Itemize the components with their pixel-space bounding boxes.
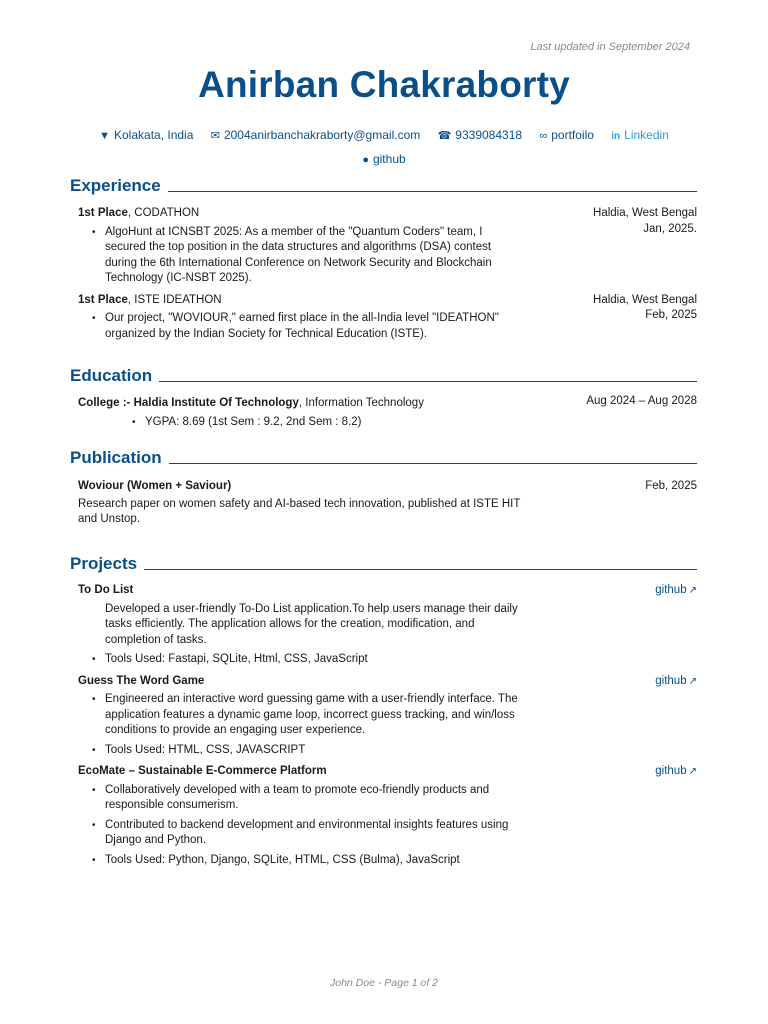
link-icon: ∞ bbox=[539, 130, 548, 142]
bullet-list bbox=[78, 311, 524, 342]
contact-github[interactable] bbox=[362, 148, 405, 172]
location-text: Kolakata, India bbox=[114, 128, 194, 142]
entry-meta bbox=[593, 293, 697, 324]
external-link-icon: ↗ bbox=[688, 585, 697, 596]
entry-field: , Information Technology bbox=[298, 397, 424, 409]
contact-linkedin[interactable] bbox=[611, 124, 669, 148]
section-header bbox=[70, 446, 697, 468]
entry-location: Haldia, West Bengal bbox=[593, 207, 697, 219]
list-item: • Contributed to backend development and environmental insights features using Django and Python. bbox=[78, 818, 524, 849]
project-entry bbox=[78, 674, 697, 759]
list-item: • Tools Used: Fastapi, SQLite, Html, CSS, JavaScript bbox=[78, 652, 524, 668]
section-header bbox=[70, 364, 697, 386]
section-rule bbox=[144, 569, 697, 570]
project-link[interactable] bbox=[655, 764, 697, 780]
entry-location: Haldia, West Bengal bbox=[593, 293, 697, 306]
experience-entry bbox=[78, 206, 697, 287]
linkedin-icon: in bbox=[611, 131, 621, 142]
entry-description: Research paper on women safety and AI-based tech innovation, published at ISTE HIT and Unstop. bbox=[78, 497, 521, 525]
project-entry bbox=[78, 764, 697, 868]
external-link-icon: ↗ bbox=[688, 766, 697, 777]
entry-date: Feb, 2025 bbox=[645, 309, 697, 321]
github-link[interactable]: github bbox=[372, 152, 406, 166]
email-link[interactable]: 2004anirbanchakraborty@gmail.com bbox=[223, 128, 421, 142]
experience-entry bbox=[78, 293, 697, 343]
publication-section bbox=[70, 446, 697, 528]
bullet-list bbox=[78, 602, 524, 668]
project-name: To Do List bbox=[78, 584, 134, 596]
entry-date: Feb, 2025 bbox=[645, 480, 697, 492]
portfolio-link[interactable]: portfoilo bbox=[551, 128, 594, 142]
entry-meta bbox=[593, 206, 697, 237]
github-link[interactable]: github bbox=[655, 584, 687, 596]
map-pin-icon: ▼ bbox=[99, 130, 110, 142]
projects-section bbox=[70, 552, 697, 872]
education-section bbox=[70, 364, 697, 434]
github-icon: ● bbox=[362, 154, 369, 166]
external-link-icon: ↗ bbox=[688, 675, 697, 687]
list-item: • Engineered an interactive word guessing game with a user-friendly interface. The application features a dynamic game loop, incorrect guess tracking, and win/loss conditions to provide an engaging user experience. bbox=[78, 692, 524, 739]
entry-org: , ISTE IDEATHON bbox=[127, 293, 222, 306]
bullet-list bbox=[118, 415, 524, 431]
list-item: • AlgoHunt at ICNSBT 2025: As a member of the "Quantum Coders" team, I secured the top position in the data structures and algorithms (DSA) contest during the 6th International Conference on Network Security and Blockchain Technology (IC-NSBT 2025). bbox=[78, 225, 524, 287]
entry-role: 1st Place bbox=[78, 207, 128, 219]
list-item: • Tools Used: HTML, CSS, JAVASCRIPT bbox=[78, 743, 524, 759]
bullet-list bbox=[78, 225, 524, 287]
bullet-list bbox=[78, 783, 524, 869]
project-entry bbox=[78, 583, 697, 668]
section-rule bbox=[168, 191, 697, 192]
last-updated: Last updated in September 2024 bbox=[530, 41, 690, 53]
list-item: • Tools Used: Python, Django, SQLite, HTML, CSS (Bulma), JavaScript bbox=[78, 853, 524, 869]
contact-location bbox=[99, 124, 193, 148]
page-footer: John Doe - Page 1 of 2 bbox=[330, 977, 438, 989]
section-title: Publication bbox=[70, 448, 162, 467]
section-rule bbox=[169, 463, 697, 464]
entry-title bbox=[78, 674, 697, 690]
section-header bbox=[70, 552, 697, 574]
project-name: EcoMate – Sustainable E-Commerce Platform bbox=[78, 765, 327, 777]
phone-link[interactable]: 9339084318 bbox=[455, 128, 523, 142]
candidate-name: Anirban Chakraborty bbox=[198, 64, 570, 105]
section-title: Projects bbox=[70, 554, 138, 573]
entry-name: Woviour (Women + Saviour) bbox=[78, 480, 232, 492]
list-item: Developed a user-friendly To-Do List application.To help users manage their daily tasks efficiently. The application allows for the creation, modification, and completion of tasks. bbox=[105, 602, 518, 646]
project-link[interactable] bbox=[655, 674, 697, 690]
entry-date: Aug 2024 – Aug 2028 bbox=[586, 395, 697, 407]
publication-entry bbox=[78, 479, 697, 528]
linkedin-link[interactable]: Linkedin bbox=[624, 128, 669, 142]
contact-bar bbox=[0, 124, 768, 172]
entry-title bbox=[78, 583, 697, 599]
education-entry bbox=[78, 396, 697, 430]
github-link[interactable]: github bbox=[655, 765, 687, 777]
project-link[interactable] bbox=[655, 583, 697, 599]
project-name: Guess The Word Game bbox=[78, 674, 205, 687]
section-title: Education bbox=[70, 366, 153, 385]
list-item: • Our project, "WOVIOUR," earned first place in the all-India level "IDEATHON" organized by the Indian Society for Technical Education (ISTE). bbox=[78, 311, 524, 342]
list-item: • YGPA: 8.69 (1st Sem : 9.2, 2nd Sem : 8.2) bbox=[118, 415, 524, 431]
experience-section bbox=[70, 174, 697, 346]
envelope-icon: ✉ bbox=[210, 130, 220, 142]
entry-title bbox=[78, 479, 697, 495]
section-rule bbox=[159, 381, 697, 382]
entry-meta bbox=[645, 479, 697, 495]
entry-date: Jan, 2025. bbox=[643, 222, 697, 235]
contact-portfolio[interactable] bbox=[539, 124, 594, 148]
entry-school: College :- Haldia Institute Of Technology bbox=[78, 397, 299, 409]
contact-phone[interactable] bbox=[438, 124, 522, 148]
github-link[interactable]: github bbox=[655, 674, 687, 687]
phone-icon: ☎ bbox=[437, 130, 452, 142]
list-item: • Collaboratively developed with a team to promote eco-friendly products and responsible consumerism. bbox=[78, 783, 524, 814]
contact-email[interactable] bbox=[211, 124, 421, 148]
section-title: Experience bbox=[70, 176, 161, 195]
entry-role: 1st Place bbox=[78, 293, 128, 306]
entry-org: , CODATHON bbox=[127, 207, 200, 219]
entry-title bbox=[78, 764, 697, 780]
bullet-list bbox=[78, 692, 524, 758]
entry-meta bbox=[586, 394, 697, 410]
section-header bbox=[70, 174, 697, 196]
